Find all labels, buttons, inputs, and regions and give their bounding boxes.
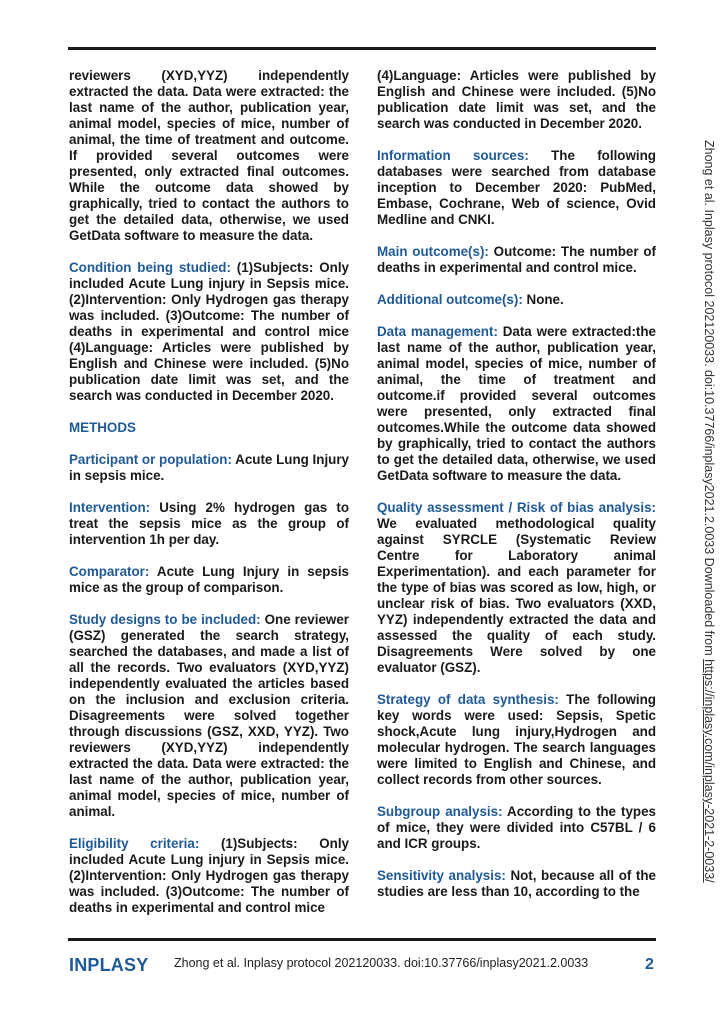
strategy-synthesis-label: Strategy of data synthesis: [377,692,559,707]
side-download-banner [700,140,716,883]
participant-section [69,452,349,484]
study-designs-label: Study designs to be included: [69,612,261,627]
eligibility-section [69,836,349,916]
eligibility-label: Eligibility criteria: [69,836,200,851]
intervention-label: Intervention: [69,500,151,515]
subgroup-analysis-text: According to the types of mice, they were divided into C57BL / 6 and ICR groups. [377,804,656,851]
additional-outcomes-text: None. [522,292,564,307]
inplasy-logo: INPLASY [69,955,149,975]
left-column [69,68,349,932]
information-sources-label: Information sources: [377,148,529,163]
comparator-section [69,564,349,596]
eligibility-text: (1)Subjects: Only included Acute Lung injury in Sepsis mice. (2)Intervention: Only Hydrogen gas therapy was included. (3)Outcome: The number of deaths in experimental and control mice [69,836,349,915]
download-link[interactable]: https://inplasy.com/inplasy-2021-2-0033/ [702,659,716,883]
subgroup-analysis-label: Subgroup analysis: [377,804,503,819]
data-management-text: Data were extracted:the last name of the author, publication year, animal model, species of mice, number of animal, the time of treatment and outcome.if provided several outcomes were presented, only extracted final outcomes.While the outcome data showed by graphically, tried to contact the authors to get the detailed data, otherwise, we used GetData software to measure the data. [377,324,656,483]
information-sources-section [377,148,656,228]
intervention-text: Using 2% hydrogen gas to treat the sepsis mice as the group of intervention 1h per day. [69,500,349,547]
sensitivity-analysis-label: Sensitivity analysis: [377,868,506,883]
participant-label: Participant or population: [69,452,232,467]
main-outcomes-text: Outcome: The number of deaths in experimental and control mice. [377,244,656,275]
page-number: 2 [645,956,654,973]
additional-outcomes-label: Additional outcome(s): [377,292,523,307]
condition-text: (1)Subjects: Only included Acute Lung injury in Sepsis mice. (2)Intervention: Only Hydrogen gas therapy was included. (3)Outcome: The number of deaths in experimental and control mice (4)Language: Articles were published by English and Chinese were included. (5)No publication date limit was set, and the search was conducted in December 2020. [69,260,349,403]
data-management-label: Data management: [377,324,498,339]
main-outcomes-section [377,244,656,276]
quality-assessment-section [377,500,656,676]
sensitivity-analysis-section [377,868,656,900]
study-designs-section [69,612,349,820]
comparator-label: Comparator: [69,564,150,579]
footer-citation: Zhong et al. Inplasy protocol 202120033. doi:10.37766/inplasy2021.2.0033 [174,956,589,970]
participant-text: Acute Lung Injury in sepsis mice. [69,452,349,483]
continued-paragraph: reviewers (XYD,YYZ) independently extracted the data. Data were extracted: the last name of the author, publication year, animal model, species of mice, number of animal, the time of treatment and outcome. If provided several outcomes were presented, only extracted final outcomes. While the outcome data showed by graphically, tried to contact the authors to get the detailed data, otherwise, we used GetData software to measure the data. [69,68,349,243]
subgroup-analysis-section [377,804,656,852]
condition-section [69,260,349,404]
main-outcomes-label: Main outcome(s): [377,244,489,259]
methods-heading: METHODS [69,420,136,435]
top-rule [68,47,656,50]
side-citation-text: Zhong et al. Inplasy protocol 202120033. doi:10.37766/inplasy2021.2.0033 Downloaded from [702,140,716,660]
sensitivity-analysis-text: Not, because all of the studies are less than 10, according to the [377,868,656,899]
quality-assessment-text: We evaluated methodological quality against SYRCLE (Systematic Review Centre for Laboratory animal Experimentation). and each parameter for the type of bias was scored as low, high, or unclear risk of bias. Two evaluators (XXD, YYZ) independently extracted the data and assessed the quality of each study. Disagreements Were solved by one evaluator (GSZ). [377,516,656,675]
additional-outcomes-section [377,292,656,308]
study-designs-text: One reviewer (GSZ) generated the search strategy, searched the databases, and made a list of all the records. Two evaluators (XYD,YYZ) independently evaluated the articles based on the inclusion and exclusion criteria. Disagreements were solved together through discussions (GSZ, XXD, YYZ). Two reviewers (XYD,YYZ) independently extracted the data. Data were extracted: the last name of the author, publication year, animal model, species of mice, number of animal. [69,612,349,819]
quality-assessment-label: Quality assessment / Risk of bias analysis: [377,500,656,515]
strategy-synthesis-text: The following key words were used: Sepsis, Spetic shock,Acute lung injury,Hydrogen and molecular hydrogen. The search languages were limited to English and Chinese, and collect records from other sources. [377,692,656,787]
bottom-rule [68,938,656,941]
condition-label: Condition being studied: [69,260,231,275]
information-sources-text: The following databases were searched from database inception to December 2020: PubMed, Embase, Cochrane, Web of science, Ovid Medline and CNKI. [377,148,656,227]
continued-paragraph-right: (4)Language: Articles were published by English and Chinese were included. (5)No publication date limit was set, and the search was conducted in December 2020. [377,68,656,131]
strategy-synthesis-section [377,692,656,788]
intervention-section [69,500,349,548]
comparator-text: Acute Lung Injury in sepsis mice as the group of comparison. [69,564,349,595]
data-management-section [377,324,656,484]
right-column [377,68,656,916]
